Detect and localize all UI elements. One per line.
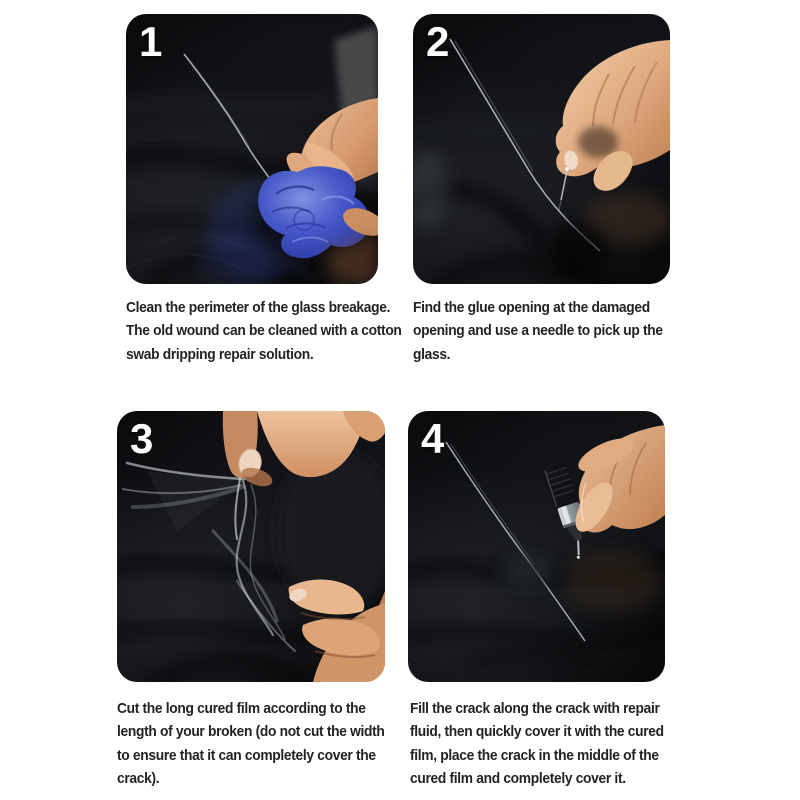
- step-2-caption: [413, 296, 663, 366]
- glass-glow: [502, 555, 554, 587]
- caption-line: Clean the perimeter of the glass breakage.: [126, 299, 391, 316]
- caption-line: opening and use a needle to pick up the: [413, 322, 663, 340]
- caption-line: glass.: [413, 345, 451, 363]
- caption-line: to ensure that it can completely cover the: [117, 746, 376, 764]
- step-3-caption: [117, 697, 385, 791]
- caption-line: film, place the crack in the middle of the: [410, 746, 659, 764]
- step-3-photo-art: [117, 411, 385, 682]
- step-1-photo: [126, 14, 378, 284]
- step-1-number: 1: [139, 18, 162, 65]
- caption-line: Find the glue opening at the damaged: [413, 299, 650, 316]
- step-2-photo-art: [413, 14, 670, 284]
- caption-line: fluid, then quickly cover it with the cured: [410, 723, 664, 741]
- step-1-caption: [126, 296, 402, 366]
- step-4-photo: [408, 411, 665, 682]
- step-2-number: 2: [426, 18, 449, 65]
- caption-line: cured film and completely cover it.: [410, 770, 626, 788]
- hand-reflection: [565, 551, 661, 611]
- caption-line: swab dripping repair solution.: [126, 345, 314, 363]
- step-4-number: 4: [421, 415, 444, 462]
- caption-line: Cut the long cured film according to the: [117, 700, 366, 717]
- finger-silhouette: [548, 221, 608, 277]
- step-3-photo: [117, 411, 385, 682]
- caption-line: The old wound can be cleaned with a cotton: [126, 322, 402, 340]
- caption-line: Fill the crack along the crack with repair: [410, 700, 660, 717]
- step-3-number: 3: [130, 415, 153, 462]
- step-1-photo-art: [126, 14, 378, 284]
- hand: [556, 40, 670, 191]
- caption-line: crack).: [117, 770, 160, 788]
- step-4-caption: [410, 697, 664, 791]
- step-4-photo-art: [408, 411, 665, 682]
- caption-line: length of your broken (do not cut the width: [117, 723, 385, 741]
- step-2-photo: [413, 14, 670, 284]
- glass-reflection: [413, 149, 449, 229]
